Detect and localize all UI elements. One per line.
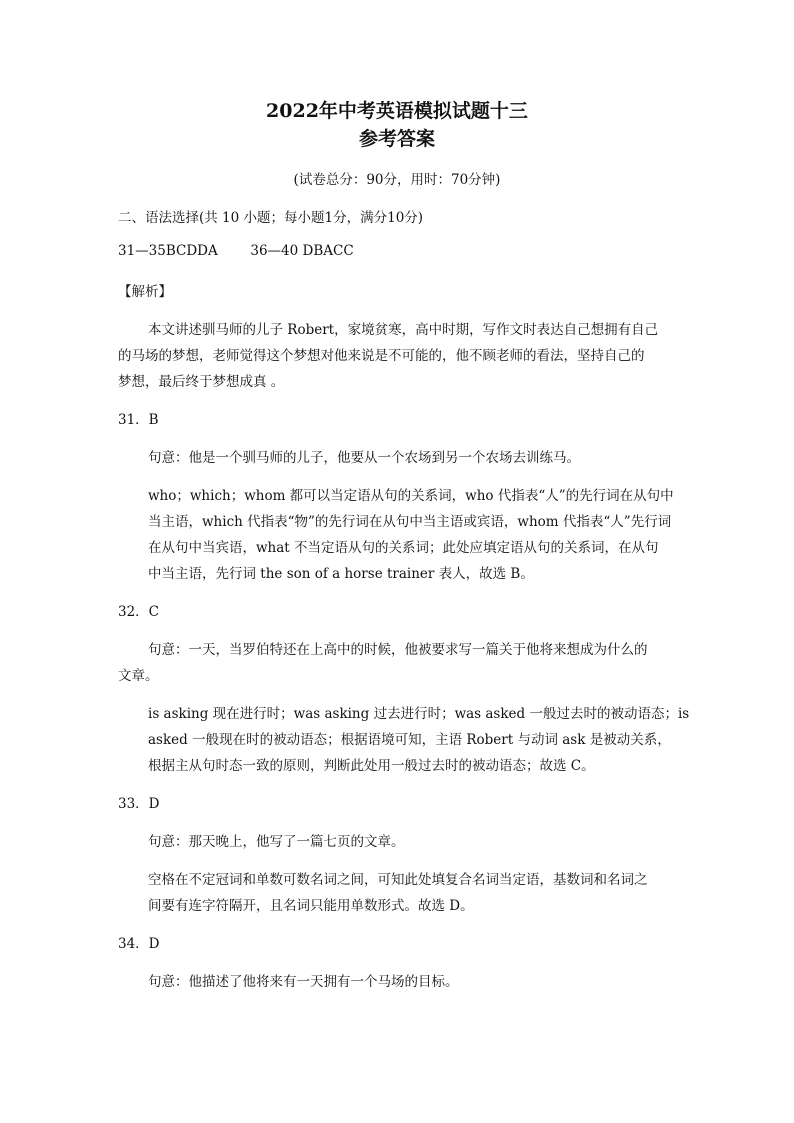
summary-line: 的马场的梦想，老师觉得这个梦想对他来说是不可能的，他不顾老师的看法，坚持自己的: [118, 348, 645, 364]
explanation-line: who；which；whom 都可以当定语从句的关系词，who 代指表“人”的先行词在从句中: [148, 488, 674, 504]
explanation-line: 中当主语，先行词 the son of a horse trainer 表人，故选 B。: [148, 566, 534, 582]
summary-line: 梦想，最后终于梦想成真 。: [118, 374, 285, 390]
explanation-line: 间要有连字符隔开，且名词只能用单数形式。故选 D。: [148, 898, 474, 914]
document-subtitle: 参考答案: [358, 128, 435, 150]
question-meaning: 句意：他描述了他将来有一天拥有一个马场的目标。: [148, 974, 459, 990]
question-meaning: 句意：他是一个驯马师的儿子，他要从一个农场到另一个农场去训练马。: [148, 450, 580, 466]
question-meaning: 句意：那天晚上，他写了一篇七页的文章。: [148, 834, 405, 850]
explanation-line: 当主语，which 代指表“物”的先行词在从句中当主语或宾语，whom 代指表“人”先行词: [148, 514, 672, 530]
meaning-line: 句意：一天，当罗伯特还在上高中的时候，他被要求写一篇关于他将来想成为什么的: [148, 642, 648, 658]
question-number: 33．D: [118, 796, 160, 812]
summary-line: 本文讲述驯马师的儿子 Robert，家境贫寒，高中时期，写作文时表达自己想拥有自己: [148, 322, 659, 338]
question-number: 34．D: [118, 936, 160, 952]
exam-info: (试卷总分：90分，用时：70分钟): [293, 172, 501, 188]
explanation-line: 在从句中当宾语，what 不当定语从句的关系词；此处应填定语从句的关系词，在从句: [148, 540, 659, 556]
explanation-line: 根据主从句时态一致的原则，判断此处用一般过去时的被动语态；故选 C。: [148, 758, 595, 774]
explanation-line: 空格在不定冠词和单数可数名词之间，可知此处填复合名词当定语，基数词和名词之: [148, 872, 648, 888]
explanation-line: is asking 现在进行时；was asking 过去进行时；was asked 一般过去时的被动语态；is: [148, 706, 690, 722]
answer-key-part1: 31—35BCDDA: [118, 243, 218, 259]
answer-key-line: [118, 243, 354, 259]
explanation-line: asked 一般现在时的被动语态；根据语境可知，主语 Robert 与动词 ask 是被动关系，: [148, 732, 671, 748]
meaning-line: 文章。: [118, 668, 159, 684]
question-number: 31．B: [118, 412, 159, 428]
document-title: 2022年中考英语模拟试题十三: [266, 100, 528, 122]
section-heading: 二、语法选择(共 10 小题；每小题1分，满分10分): [118, 210, 424, 226]
question-number: 32．C: [118, 604, 160, 620]
answer-key-part2: 36—40 DBACC: [250, 243, 354, 259]
analysis-label: 【解析】: [118, 284, 172, 300]
